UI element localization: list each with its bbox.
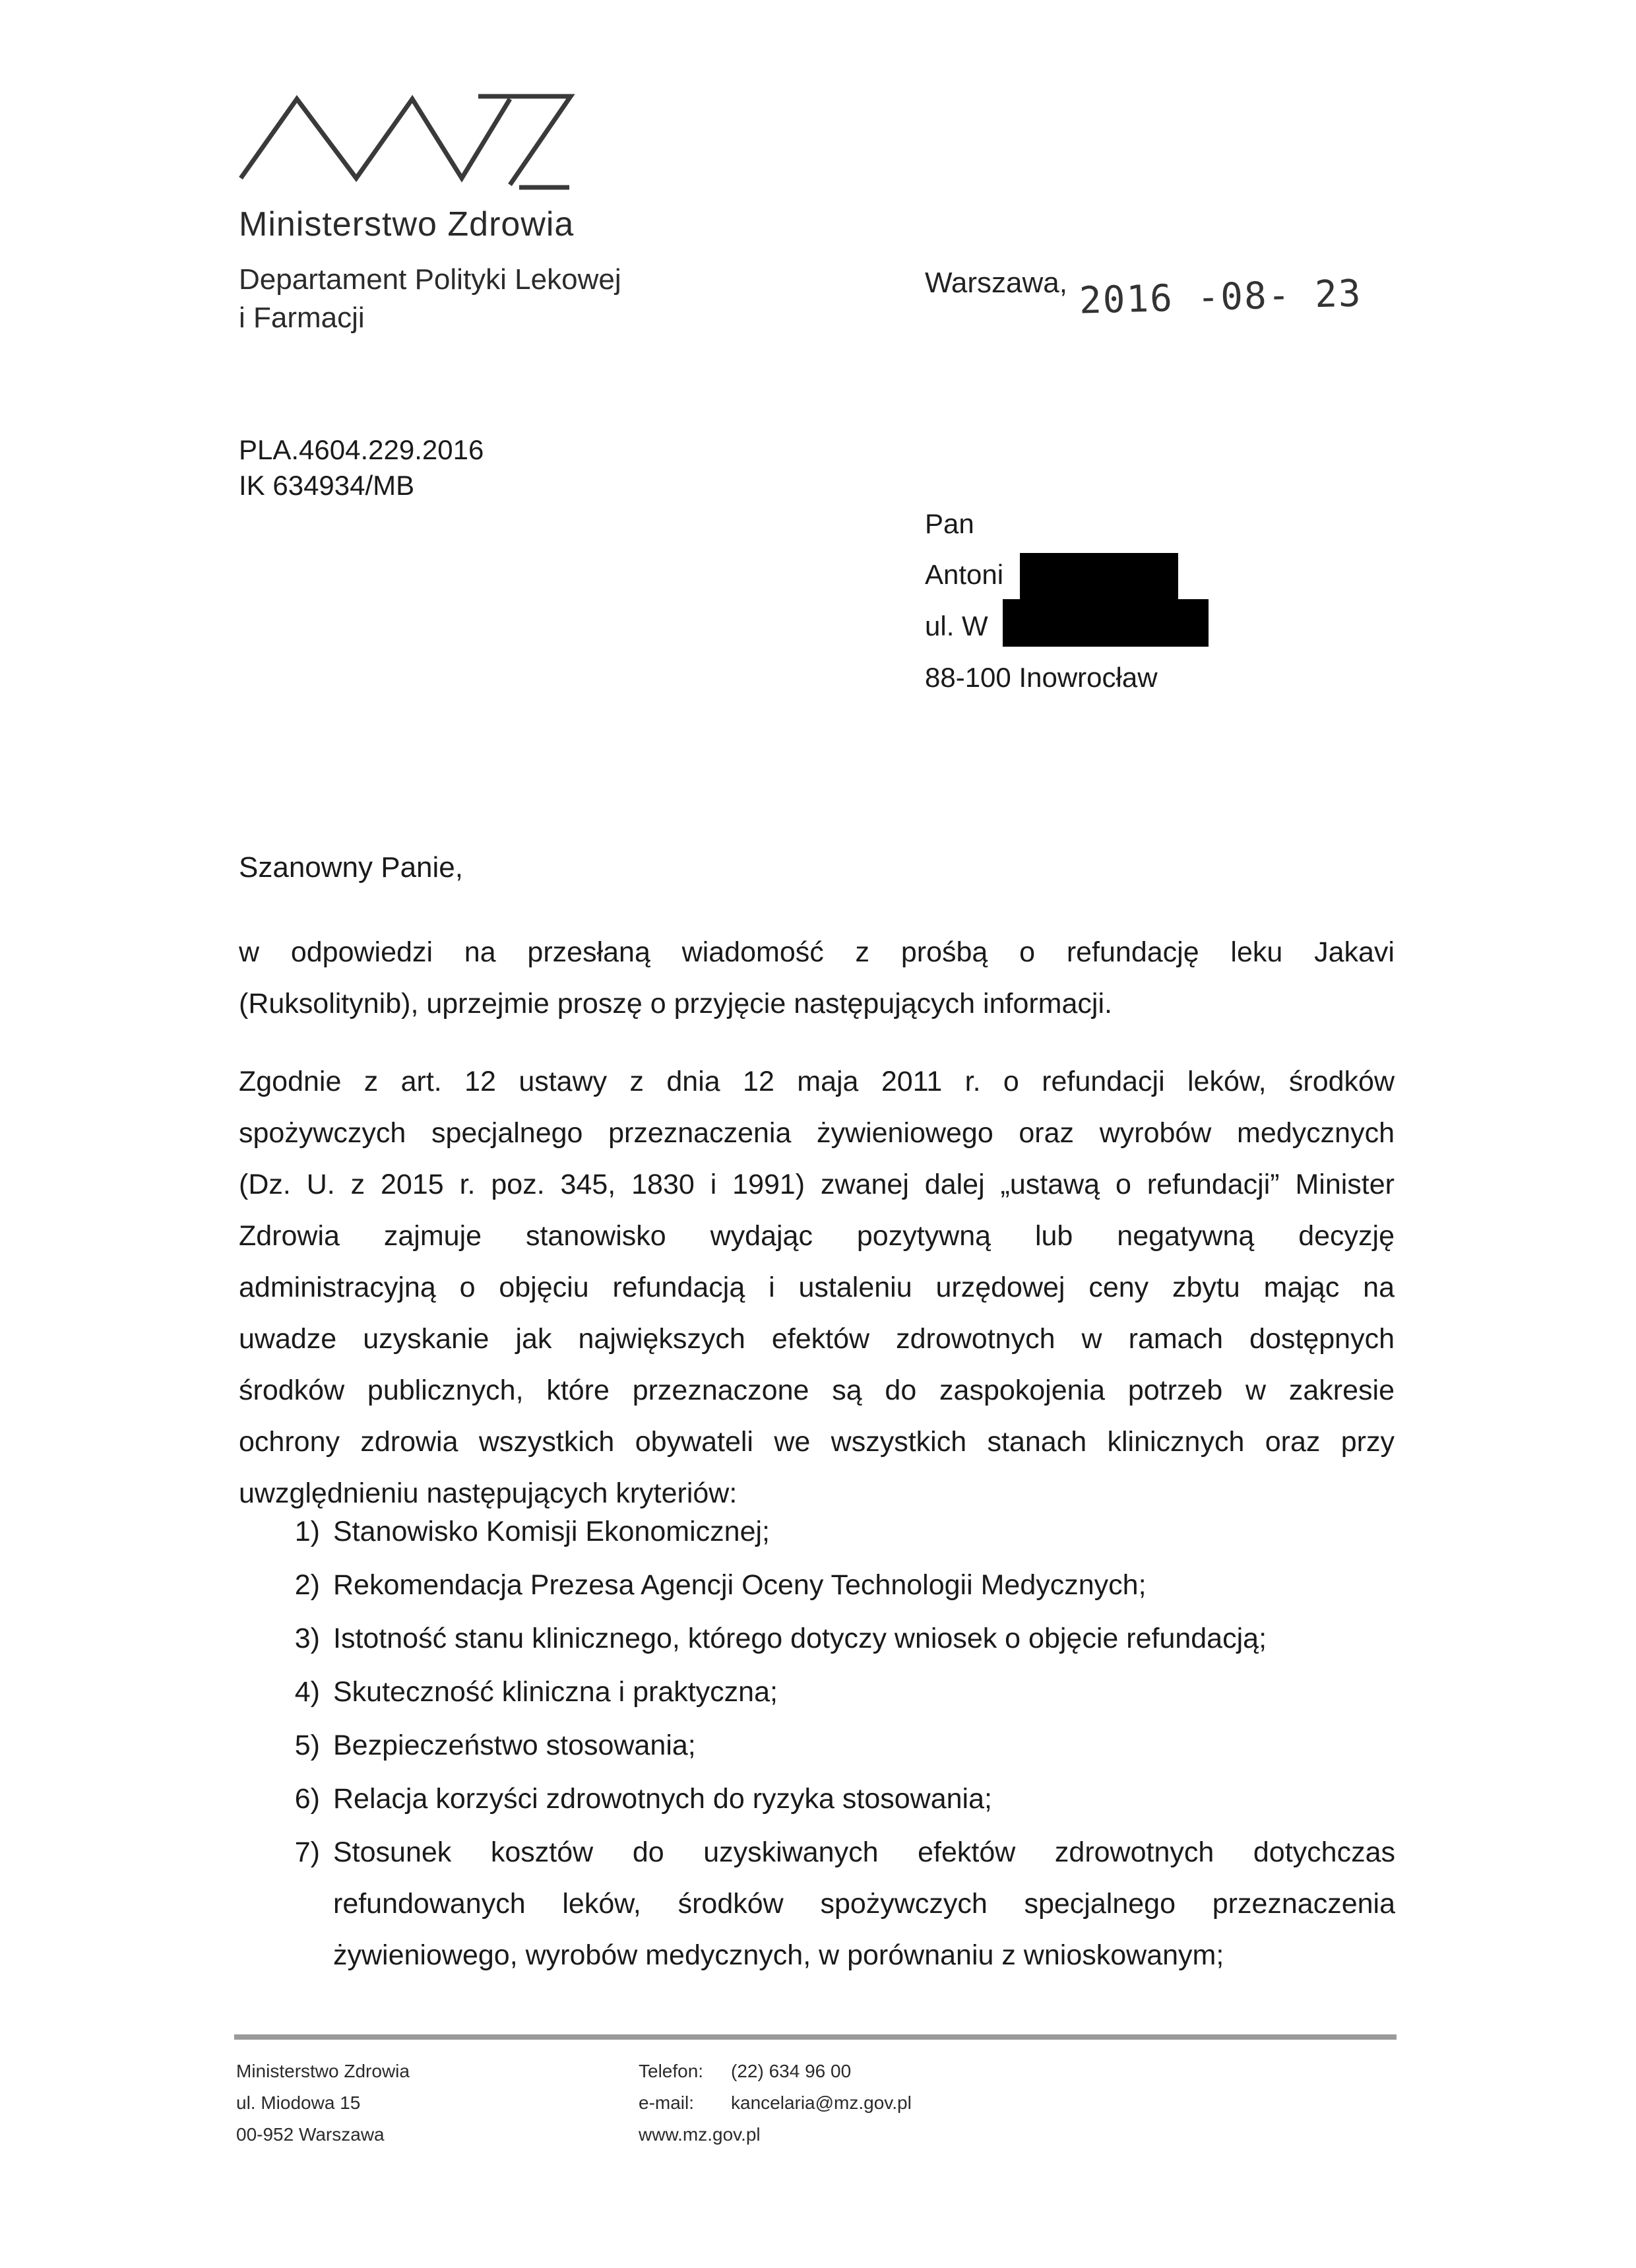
department-line: Departament Polityki Lekowej — [239, 263, 621, 296]
list-number: 7) — [294, 1836, 320, 1868]
recipient-street: ul. W — [925, 610, 988, 641]
text-line: środków publicznych, które przeznaczone są do zaspokojenia potrzeb w zakresie — [239, 1375, 1395, 1406]
list-text: Rekomendacja Prezesa Agencji Oceny Technologii Medycznych; — [333, 1569, 1147, 1601]
recipient-city: 88-100 Inowrocław — [925, 662, 1158, 693]
recipient-salutation: Pan — [925, 508, 974, 539]
list-text: żywieniowego, wyrobów medycznych, w porównaniu z wnioskowanym; — [333, 1939, 1224, 1971]
list-text: Istotność stanu klinicznego, którego dotyczy wniosek o objęcie refundacją; — [333, 1623, 1267, 1654]
footer-contact — [639, 2056, 912, 2151]
list-number: 5) — [294, 1730, 320, 1761]
mz-logo — [234, 79, 577, 198]
text-line: spożywczych specjalnego przeznaczenia żywieniowego oraz wyrobów medycznych — [239, 1117, 1395, 1149]
phone-number: (22) 634 96 00 — [731, 2061, 852, 2081]
paragraph-2 — [239, 1056, 1395, 1519]
ministry-name: Ministerstwo Zdrowia — [239, 205, 575, 243]
list-text: refundowanych leków, środków spożywczych specjalnego przeznaczenia — [333, 1888, 1395, 1920]
text-line: ochrony zdrowia wszystkich obywateli we wszystkich stanach klinicznych oraz przy — [239, 1426, 1395, 1458]
phone-label: Telefon: — [639, 2061, 704, 2081]
list-number: 6) — [294, 1783, 320, 1815]
recipient-name: Antoni — [925, 559, 1004, 590]
list-text: Stosunek kosztów do uzyskiwanych efektów zdrowotnych dotychczas — [333, 1836, 1395, 1868]
department-line: i Farmacji — [239, 302, 365, 334]
list-number: 4) — [294, 1676, 320, 1708]
redaction-box — [1003, 599, 1209, 647]
list-text: Skuteczność kliniczna i praktyczna; — [333, 1676, 778, 1708]
reference-line: IK 634934/MB — [239, 470, 415, 501]
text-line: uwadze uzyskanie jak największych efektów zdrowotnych w ramach dostępnych — [239, 1323, 1395, 1355]
reference-numbers — [239, 432, 484, 503]
date-stamp: 2016 -08- 23 — [1079, 272, 1363, 323]
list-number: 1) — [294, 1516, 320, 1547]
list-number: 3) — [294, 1623, 320, 1654]
footer-rule — [234, 2034, 1397, 2040]
greeting: Szanowny Panie, — [239, 851, 463, 884]
footer-street: ul. Miodowa 15 — [236, 2092, 361, 2113]
redaction-box — [1020, 553, 1178, 600]
text-line: w odpowiedzi na przesłaną wiadomość z prośbą o refundację leku Jakavi — [239, 936, 1395, 968]
text-line: (Dz. U. z 2015 r. poz. 345, 1830 i 1991) zwanej dalej „ustawą o refundacji” Minister — [239, 1169, 1395, 1200]
place: Warszawa, — [925, 267, 1067, 299]
list-number: 2) — [294, 1569, 320, 1601]
criteria-list — [267, 1516, 1395, 1978]
text-line: uwzględnieniu następujących kryteriów: — [239, 1477, 738, 1509]
reference-line: PLA.4604.229.2016 — [239, 434, 484, 465]
footer-address — [236, 2056, 410, 2151]
paragraph-1 — [239, 926, 1395, 1029]
footer-postal: 00-952 Warszawa — [236, 2124, 385, 2145]
list-text: Bezpieczeństwo stosowania; — [333, 1730, 696, 1761]
department-name — [239, 261, 621, 337]
text-line: Zgodnie z art. 12 ustawy z dnia 12 maja 2011 r. o refundacji leków, środków — [239, 1066, 1395, 1097]
text-line: (Ruksolitynib), uprzejmie proszę o przyjęcie następujących informacji. — [239, 988, 1112, 1020]
email-address[interactable]: kancelaria@mz.gov.pl — [731, 2092, 912, 2113]
text-line: administracyjną o objęciu refundacją i ustaleniu urzędowej ceny zbytu mając na — [239, 1272, 1395, 1303]
email-label: e-mail: — [639, 2092, 695, 2113]
website-link[interactable]: www.mz.gov.pl — [639, 2124, 761, 2145]
list-text: Relacja korzyści zdrowotnych do ryzyka stosowania; — [333, 1783, 992, 1815]
text-line: Zdrowia zajmuje stanowisko wydając pozytywną lub negatywną decyzję — [239, 1220, 1395, 1252]
footer-org: Ministerstwo Zdrowia — [236, 2061, 410, 2081]
list-text: Stanowisko Komisji Ekonomicznej; — [333, 1516, 770, 1547]
